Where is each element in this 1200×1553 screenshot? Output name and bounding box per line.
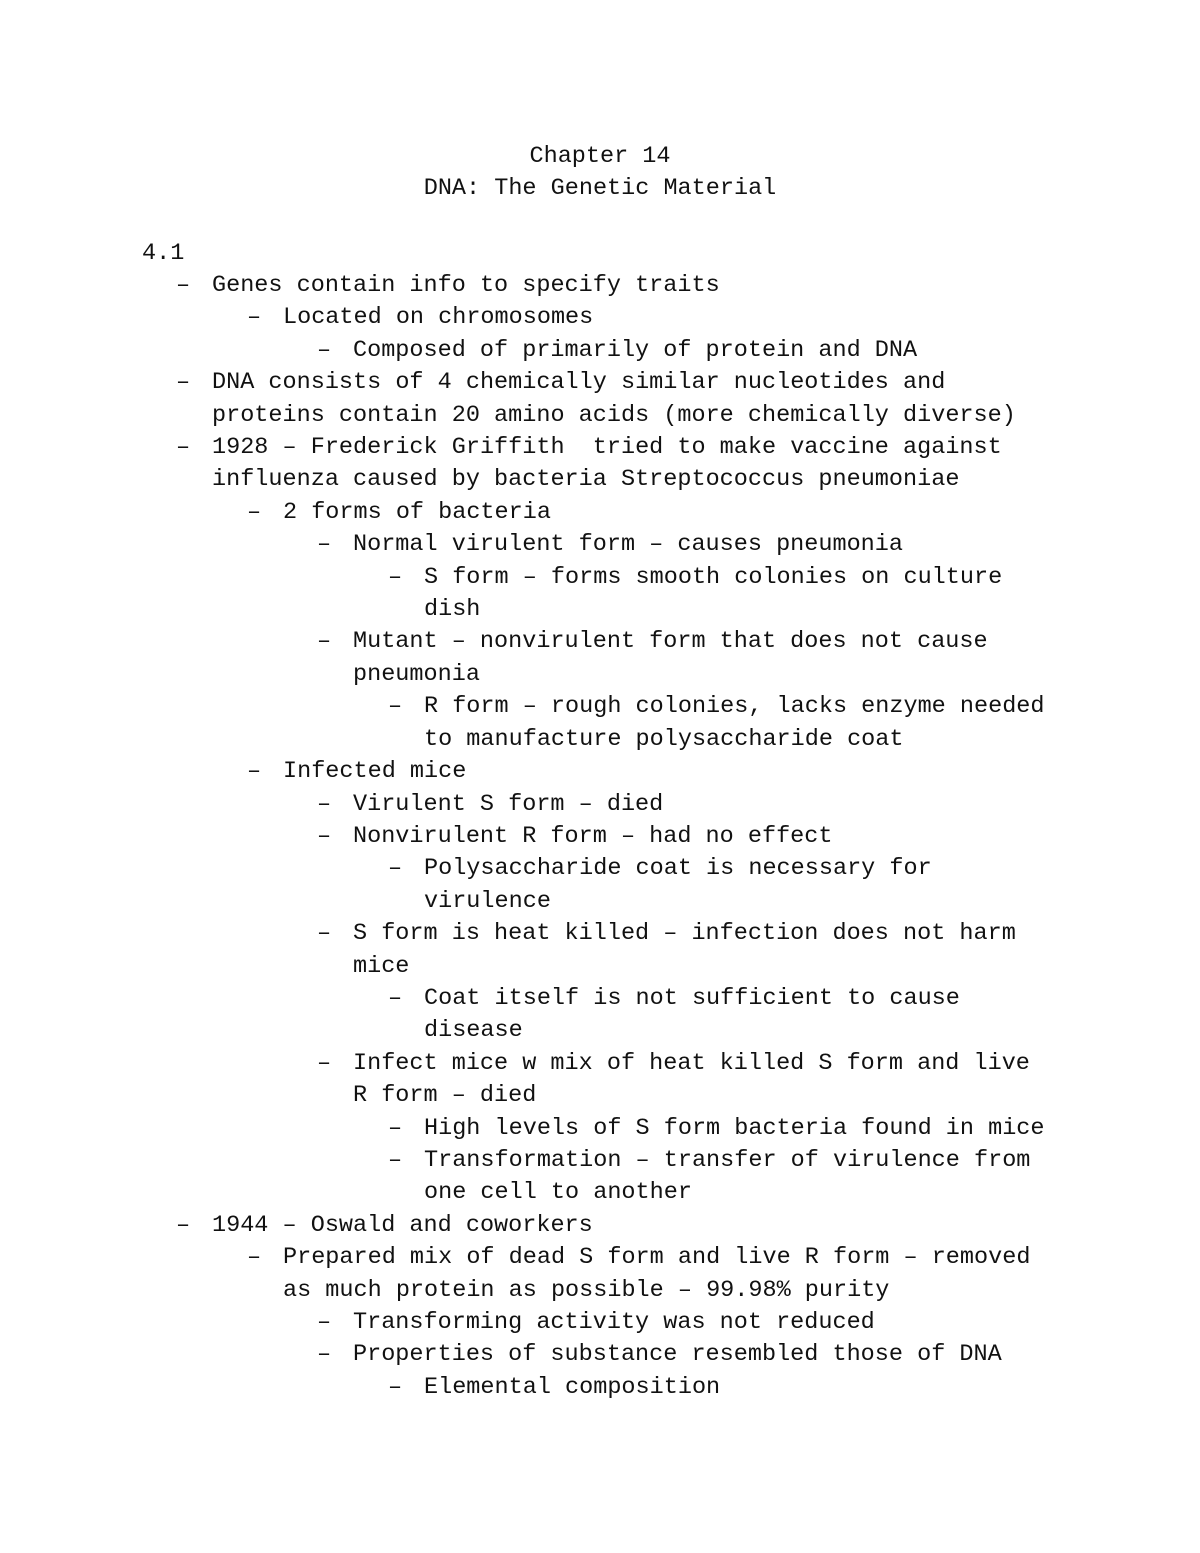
outline-item [0, 821, 1200, 853]
outline-item [0, 1339, 1200, 1371]
bullet-dash: – [317, 822, 332, 850]
outline-item [0, 529, 1200, 561]
bullet-dash: – [247, 1244, 262, 1272]
outline-item-text: 2 forms of bacteria [283, 498, 551, 526]
bullet-dash: – [176, 434, 191, 462]
outline-item-text: to manufacture polysaccharide coat [424, 725, 904, 753]
outline-item-text: Polysaccharide coat is necessary for [424, 855, 932, 883]
outline-item [0, 853, 1200, 918]
outline-item-text: Mutant – nonvirulent form that does not cause [353, 628, 988, 656]
outline-item-text: 1944 – Oswald and coworkers [212, 1211, 593, 1239]
outline-item [0, 562, 1200, 627]
outline-item [0, 335, 1200, 367]
bullet-dash: – [317, 628, 332, 656]
outline-item-text: pneumonia [353, 660, 480, 688]
outline-item-text: as much protein as possible – 99.98% purity [283, 1276, 890, 1304]
outline-item-text: 1928 – Frederick Griffith tried to make vaccine against [212, 434, 1002, 462]
outline-item-text: Nonvirulent R form – had no effect [353, 822, 833, 850]
bullet-dash: – [388, 1114, 403, 1142]
outline-item-text: influenza caused by bacteria Streptococcus pneumoniae [212, 466, 960, 494]
outline-item [0, 691, 1200, 756]
bullet-dash: – [317, 1049, 332, 1077]
bullet-dash: – [247, 758, 262, 786]
notes-outline [0, 270, 1200, 1404]
outline-item-text: Infect mice w mix of heat killed S form and live [353, 1049, 1030, 1077]
outline-item [0, 789, 1200, 821]
outline-item [0, 432, 1200, 497]
bullet-dash: – [247, 304, 262, 332]
outline-item-text: High levels of S form bacteria found in mice [424, 1114, 1045, 1142]
outline-item-text: R form – died [353, 1082, 537, 1110]
bullet-dash: – [317, 336, 332, 364]
outline-item-text: Genes contain info to specify traits [212, 272, 720, 299]
outline-item-text: S form – forms smooth colonies on culture [424, 563, 1003, 591]
bullet-dash: – [388, 1373, 403, 1401]
outline-item-text: Located on chromosomes [283, 304, 594, 332]
chapter-number: Chapter 14 [529, 143, 671, 170]
outline-item [0, 1372, 1200, 1404]
outline-item [0, 1242, 1200, 1307]
outline-item-text: Composed of primarily of protein and DNA [353, 336, 918, 364]
outline-item-text: Transformation – transfer of virulence from [424, 1146, 1031, 1174]
outline-item [0, 1307, 1200, 1339]
outline-item-text: Elemental composition [424, 1373, 721, 1401]
outline-item-text: R form – rough colonies, lacks enzyme needed [424, 693, 1045, 721]
outline-item [0, 270, 1200, 302]
outline-item-text: Prepared mix of dead S form and live R form – removed [283, 1244, 1031, 1272]
bullet-dash: – [388, 563, 403, 591]
outline-item-text: Infected mice [283, 758, 467, 786]
bullet-dash: – [388, 984, 403, 1012]
outline-item-text: S form is heat killed – infection does not harm [353, 920, 1016, 948]
outline-item-text: Transforming activity was not reduced [353, 1309, 875, 1336]
outline-item-text: DNA consists of 4 chemically similar nucleotides and [212, 369, 946, 397]
bullet-dash: – [317, 920, 332, 948]
outline-item [0, 1113, 1200, 1145]
outline-item-text: disease [424, 1017, 523, 1045]
outline-item-text: Properties of substance resembled those of DNA [353, 1341, 1002, 1369]
bullet-dash: – [317, 1309, 332, 1336]
section-label: 4.1 [142, 240, 185, 267]
outline-item-text: virulence [424, 887, 551, 915]
bullet-dash: – [176, 272, 191, 299]
bullet-dash: – [317, 531, 332, 559]
outline-item [0, 983, 1200, 1048]
bullet-dash: – [317, 790, 332, 818]
outline-item [0, 1145, 1200, 1210]
outline-item-text: proteins contain 20 amino acids (more chemically diverse) [212, 401, 1016, 429]
bullet-dash: – [388, 855, 403, 883]
outline-item [0, 756, 1200, 788]
outline-item-text: Normal virulent form – causes pneumonia [353, 531, 903, 559]
outline-item [0, 1210, 1200, 1242]
bullet-dash: – [176, 369, 191, 397]
outline-item-text: dish [424, 596, 481, 624]
outline-item [0, 918, 1200, 983]
outline-item [0, 1048, 1200, 1113]
outline-item [0, 302, 1200, 334]
bullet-dash: – [317, 1341, 332, 1369]
outline-item-text: one cell to another [424, 1179, 692, 1207]
bullet-dash: – [388, 693, 403, 721]
outline-item [0, 626, 1200, 691]
chapter-title: DNA: The Genetic Material [423, 175, 777, 202]
outline-item-text: mice [353, 952, 410, 980]
outline-item-text: Virulent S form – died [353, 790, 664, 818]
bullet-dash: – [388, 1146, 403, 1174]
bullet-dash: – [176, 1211, 191, 1239]
outline-item [0, 497, 1200, 529]
bullet-dash: – [247, 498, 262, 526]
outline-item-text: Coat itself is not sufficient to cause [424, 984, 960, 1012]
outline-item [0, 367, 1200, 432]
